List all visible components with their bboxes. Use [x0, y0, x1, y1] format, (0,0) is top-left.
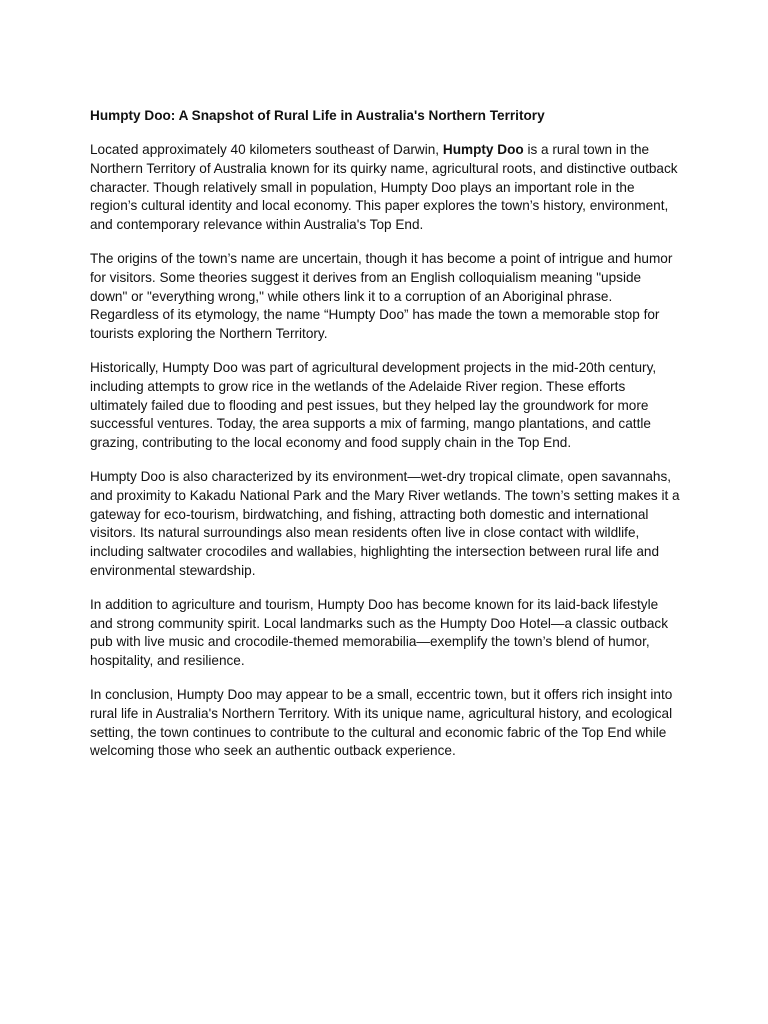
paragraph-conclusion: In conclusion, Humpty Doo may appear to be a small, eccentric town, but it offers rich insight into rural life in Australia's Northern Territory. With its unique name, agricultural history, and ecological setting, the town continues to contribute to the cultural and economic fabric of the Top End while welcoming those who seek an authentic outback experience.: [90, 686, 673, 759]
document-title: Humpty Doo: A Snapshot of Rural Life in Australia's Northern Territory: [90, 108, 545, 123]
intro-text-after: is a rural town in the Northern Territory of Australia known for its quirky name, agricultural roots, and distinctive outback character. Though relatively small in population, Humpty Doo plays an important role in the region’s cultural identity and local economy. This paper explores the town’s history, environment, and contemporary relevance within Australia's Top End.: [90, 142, 678, 233]
paragraph-name-origins: The origins of the town’s name are uncertain, though it has become a point of intrigue and humor for visitors. Some theories suggest it derives from an English colloquialism meaning "upside down" or "everything wrong," while others link it to a corruption of an Aboriginal phrase. Regardless of its etymology, the name “Humpty Doo” has made the town a memorable stop for tourists exploring the Northern Territory.: [90, 250, 673, 342]
intro-bold-town-name: Humpty Doo: [442, 142, 524, 157]
paragraph-environment: Humpty Doo is also characterized by its environment—wet-dry tropical climate, open savannahs, and proximity to Kakadu National Park and the Mary River wetlands. The town’s setting makes it a gateway for eco-tourism, birdwatching, and fishing, attracting both domestic and international visitors. Its natural surroundings also mean residents often live in close contact with wildlife, including saltwater crocodiles and wallabies, highlighting the intersection between rural life and environmental stewardship.: [90, 468, 680, 578]
intro-text-before: Located approximately 40 kilometers southeast of Darwin,: [90, 142, 443, 157]
intro-paragraph: [90, 141, 682, 235]
document-page: [90, 106, 682, 776]
paragraph-community: In addition to agriculture and tourism, Humpty Doo has become known for its laid-back lifestyle and strong community spirit. Local landmarks such as the Humpty Doo Hotel—a classic outback pub with live music and crocodile-themed memorabilia—exemplify the town’s blend of humor, hospitality, and resilience.: [90, 596, 668, 669]
paragraph-history: Historically, Humpty Doo was part of agricultural development projects in the mid-20th century, including attempts to grow rice in the wetlands of the Adelaide River region. These efforts ultimately failed due to flooding and pest issues, but they helped lay the groundwork for more successful ventures. Today, the area supports a mix of farming, mango plantations, and cattle grazing, contributing to the local economy and food supply chain in the Top End.: [90, 359, 657, 451]
